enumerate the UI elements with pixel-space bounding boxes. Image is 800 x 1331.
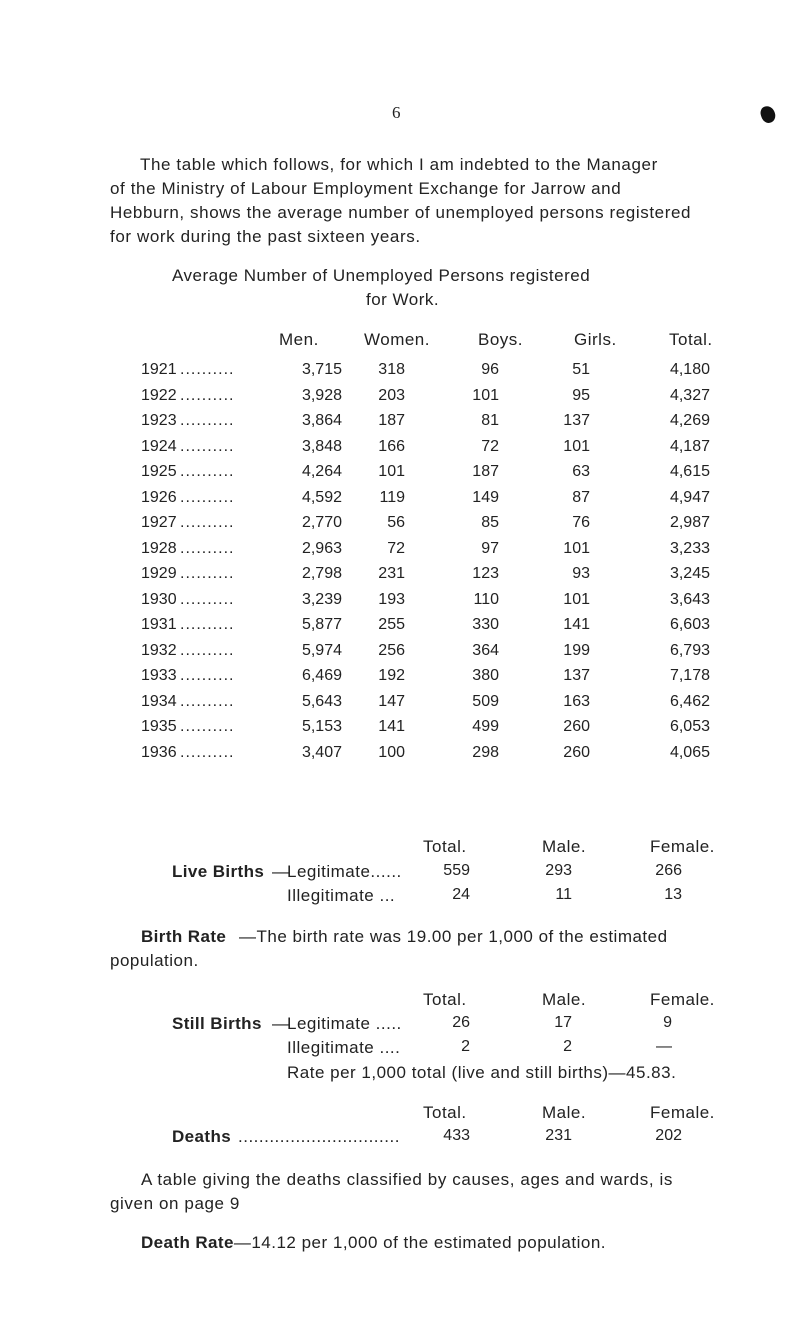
deaths-heading: Deaths [172,1127,232,1146]
lb-col-male: Male. [542,837,587,856]
lb-legit-label: Legitimate...... [287,862,402,881]
table-cell-total: 4,615 [669,463,710,480]
table-cell-women: 255 [378,616,405,633]
table-cell-boys: 85 [481,514,499,531]
table-cell-total: 6,793 [669,642,710,659]
table-cell-boys: 499 [472,718,499,735]
lb-illegit-label: Illegitimate ... [287,886,396,905]
table-cell-total: 7,178 [669,667,710,684]
table-cell-girls: 137 [563,667,590,684]
table-cell-boys: 149 [472,489,499,506]
table-row-year: 1924 [141,438,177,455]
table-cell-boys: 110 [473,591,499,608]
table-cell-girls: 63 [572,463,590,480]
lb-legit-female: 266 [655,862,682,879]
table-cell-boys: 509 [472,693,499,710]
table-title-2: for Work. [366,290,440,309]
col-girls: Girls. [574,330,617,349]
leader-dots: .......... [180,591,235,608]
table-cell-men: 3,848 [301,438,342,455]
table-cell-women: 147 [378,693,405,710]
table-cell-girls: 76 [572,514,590,531]
col-women: Women. [364,330,430,349]
table-cell-women: 166 [378,438,405,455]
table-cell-total: 4,269 [669,412,710,429]
birth-rate-heading: Birth Rate [141,927,227,946]
table-row-year: 1933 [141,667,177,684]
lb-illegit-male: 11 [555,886,572,903]
leader-dots: .......... [180,463,235,480]
table-row-year: 1927 [141,514,177,531]
deaths-total: 433 [443,1127,470,1144]
leader-dots: .......... [180,489,235,506]
d-col-male: Male. [542,1103,587,1122]
table-cell-men: 4,264 [301,463,342,480]
table-row-year: 1932 [141,642,177,659]
birth-rate-line-2: population. [110,951,199,970]
table-cell-men: 5,643 [301,693,342,710]
table-cell-boys: 101 [472,387,499,404]
table-cell-women: 56 [387,514,405,531]
table-cell-boys: 380 [472,667,499,684]
death-rate-text: —14.12 per 1,000 of the estimated population. [233,1233,606,1252]
table-title: Average Number of Unemployed Persons registered [172,266,591,285]
d-col-female: Female. [650,1103,715,1122]
table-cell-total: 3,643 [669,591,710,608]
death-rate-heading: Death Rate [141,1233,234,1252]
lb-legit-total: 559 [443,862,470,879]
live-births-heading: Live Births [172,862,265,881]
table-row-year: 1931 [141,616,177,633]
table-cell-girls: 95 [572,387,590,404]
lb-col-total: Total. [423,837,467,856]
table-cell-women: 193 [378,591,405,608]
table-row-year: 1925 [141,463,177,480]
table-row-year: 1922 [141,387,177,404]
lb-col-female: Female. [650,837,715,856]
table-cell-girls: 199 [563,642,590,659]
birth-rate-text [239,927,668,947]
deaths-dots: ............................... [238,1127,400,1146]
lb-illegit-total: 24 [452,886,470,903]
note-line-2: given on page 9 [110,1194,240,1213]
intro-line-2: of the Ministry of Labour Employment Exchange for Jarrow and [110,179,622,198]
d-col-total: Total. [423,1103,467,1122]
intro-line-4: for work during the past sixteen years. [110,227,421,246]
table-cell-women: 101 [378,463,405,480]
leader-dots: .......... [180,540,235,557]
leader-dots: .......... [180,438,235,455]
table-row-year: 1934 [141,693,177,710]
table-cell-total: 3,233 [669,540,710,557]
note-line-1: A table giving the deaths classified by causes, ages and wards, is [141,1170,673,1189]
intro-line-1: The table which follows, for which I am indebted to the Manager [140,155,658,174]
leader-dots: .......... [180,667,235,684]
sb-illegit-male: 2 [563,1038,572,1055]
table-cell-boys: 123 [472,565,499,582]
leader-dots: .......... [180,642,235,659]
table-cell-boys: 330 [472,616,499,633]
table-cell-men: 4,592 [301,489,342,506]
col-total: Total. [669,330,713,349]
table-cell-girls: 101 [563,591,590,608]
sb-illegit-total: 2 [461,1038,470,1055]
table-cell-women: 256 [378,642,405,659]
leader-dots: .......... [180,387,235,404]
table-cell-total: 6,053 [669,718,710,735]
table-cell-boys: 96 [481,361,499,378]
sb-dash: — [272,1014,290,1033]
table-cell-women: 318 [378,361,405,378]
table-cell-men: 3,407 [301,744,342,761]
sb-legit-male: 17 [554,1014,572,1031]
leader-dots: .......... [180,565,235,582]
table-cell-women: 231 [378,565,405,582]
table-cell-girls: 93 [572,565,590,582]
table-cell-women: 192 [378,667,405,684]
deaths-male: 231 [545,1127,572,1144]
intro-line-3: Hebburn, shows the average number of unemployed persons registered [110,203,692,222]
table-cell-men: 3,928 [301,387,342,404]
table-cell-boys: 72 [481,438,499,455]
still-births-heading: Still Births [172,1014,262,1033]
sb-illegit-female: — [656,1038,672,1055]
table-cell-men: 5,974 [301,642,342,659]
table-cell-men: 5,877 [301,616,342,633]
table-cell-men: 3,239 [301,591,342,608]
col-men: Men. [279,330,319,349]
table-cell-boys: 364 [472,642,499,659]
leader-dots: .......... [180,616,235,633]
sb-col-female: Female. [650,990,715,1009]
table-cell-total: 4,065 [669,744,710,761]
sb-legit-label: Legitimate ..... [287,1014,402,1033]
ink-blot [759,104,778,124]
table-row-year: 1930 [141,591,177,608]
still-birth-rate: Rate per 1,000 total (live and still births)—45.83. [287,1063,677,1082]
sb-legit-female: 9 [663,1014,672,1031]
page-number: 6 [392,103,401,122]
lb-dash: — [272,862,290,881]
table-cell-women: 72 [387,540,405,557]
table-cell-boys: 97 [481,540,499,557]
table-cell-girls: 101 [563,540,590,557]
sb-col-male: Male. [542,990,587,1009]
table-cell-girls: 87 [572,489,590,506]
table-cell-total: 3,245 [669,565,710,582]
table-row-year: 1923 [141,412,177,429]
leader-dots: .......... [180,412,235,429]
table-cell-total: 4,947 [669,489,710,506]
br-dash: — [239,927,257,946]
birth-rate-line-1: The birth rate was 19.00 per 1,000 of the estimated [256,927,668,946]
table-cell-women: 119 [379,489,405,506]
death-rate [141,1233,606,1253]
table-cell-girls: 51 [572,361,590,378]
table-row-year: 1928 [141,540,177,557]
table-cell-boys: 298 [472,744,499,761]
leader-dots: .......... [180,693,235,710]
table-cell-girls: 260 [563,718,590,735]
table-cell-men: 3,715 [301,361,342,378]
table-cell-total: 2,987 [669,514,710,531]
table-cell-total: 6,462 [669,693,710,710]
leader-dots: .......... [180,744,235,761]
sb-col-total: Total. [423,990,467,1009]
table-cell-women: 187 [378,412,405,429]
table-cell-men: 2,798 [301,565,342,582]
leader-dots: .......... [180,514,235,531]
table-cell-men: 6,469 [301,667,342,684]
table-cell-girls: 141 [563,616,590,633]
table-cell-girls: 260 [563,744,590,761]
table-cell-men: 2,963 [301,540,342,557]
table-cell-women: 141 [378,718,405,735]
table-cell-girls: 101 [563,438,590,455]
table-cell-women: 203 [378,387,405,404]
col-boys: Boys. [478,330,524,349]
sb-illegit-label: Illegitimate .... [287,1038,401,1057]
table-cell-total: 4,187 [669,438,710,455]
table-cell-men: 3,864 [301,412,342,429]
table-cell-total: 4,327 [669,387,710,404]
table-row-year: 1926 [141,489,177,506]
table-row-year: 1921 [141,361,177,378]
table-cell-total: 4,180 [669,361,710,378]
table-cell-men: 5,153 [301,718,342,735]
lb-illegit-female: 13 [664,886,682,903]
table-cell-girls: 137 [563,412,590,429]
table-cell-men: 2,770 [301,514,342,531]
deaths-female: 202 [655,1127,682,1144]
table-cell-girls: 163 [563,693,590,710]
table-row-year: 1929 [141,565,177,582]
sb-legit-total: 26 [452,1014,470,1031]
table-cell-total: 6,603 [669,616,710,633]
table-cell-women: 100 [378,744,405,761]
lb-legit-male: 293 [545,862,572,879]
leader-dots: .......... [180,718,235,735]
table-row-year: 1935 [141,718,177,735]
table-cell-boys: 81 [481,412,499,429]
table-cell-boys: 187 [472,463,499,480]
table-row-year: 1936 [141,744,177,761]
leader-dots: .......... [180,361,235,378]
